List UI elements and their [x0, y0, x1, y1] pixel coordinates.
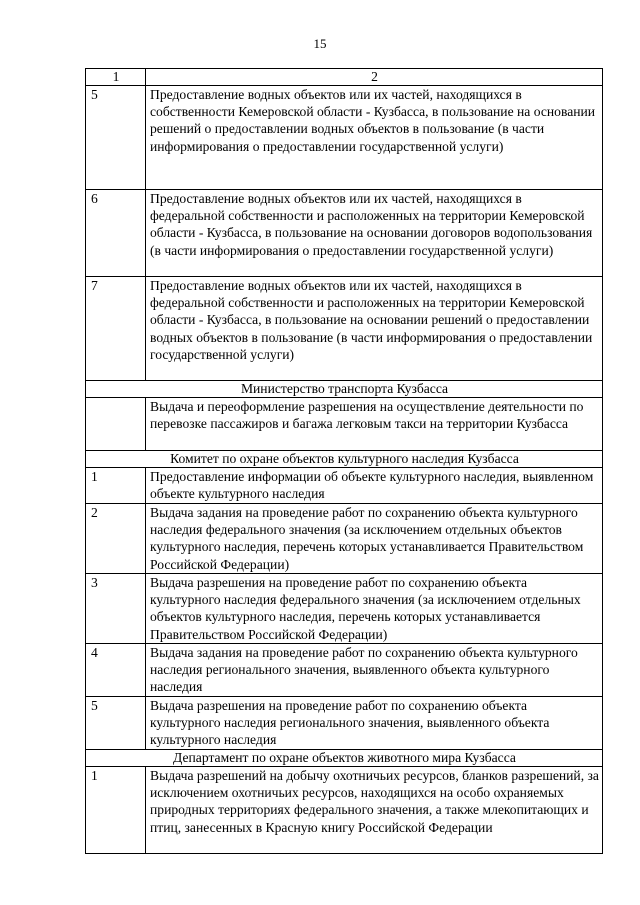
table-row	[86, 468, 603, 504]
table-row	[86, 277, 603, 381]
row-description: Выдача задания на проведение работ по сохранению объекта культурного наследия федерального значения (за исключением отдельных объектов культурного наследия, перечень которых устанавливается Правительством Российской Федерации)	[146, 504, 603, 574]
row-description: Выдача разрешения на проведение работ по сохранению объекта культурного наследия федерального значения (за исключением отдельных объектов культурного наследия, перечень которых устанавливается Правительством Российской Федерации)	[146, 574, 603, 644]
table-row	[86, 190, 603, 277]
row-description: Предоставление водных объектов или их частей, находящихся в федеральной собственности и расположенных на территории Кемеровской области - Кузбасса, в пользование на основании решений о предоставлении водных объектов в пользование (в части информирования о предоставлении государственной услуги)	[146, 277, 603, 381]
table-row	[86, 86, 603, 190]
row-description: Выдача разрешения на проведение работ по сохранению объекта культурного наследия регионального значения, выявленного объекта культурного наследия	[146, 697, 603, 750]
services-table	[85, 68, 603, 854]
table-row	[86, 697, 603, 750]
section-header-row	[86, 381, 603, 398]
table-row	[86, 398, 603, 451]
table-row	[86, 504, 603, 574]
section-title: Комитет по охране объектов культурного наследия Кузбасса	[86, 451, 603, 468]
table-header-row	[86, 69, 603, 86]
row-number: 5	[86, 86, 146, 190]
row-description: Выдача задания на проведение работ по сохранению объекта культурного наследия регионального значения, выявленного объекта культурного наследия	[146, 644, 603, 697]
table-row	[86, 574, 603, 644]
page-number: 15	[313, 36, 327, 51]
row-number: 7	[86, 277, 146, 381]
row-description: Предоставление водных объектов или их частей, находящихся в собственности Кемеровской области - Кузбасса, в пользование на основании решений о предоставлении водных объектов в пользование (в части информирования о предоставлении государственной услуги)	[146, 86, 603, 190]
row-number: 2	[86, 504, 146, 574]
row-number: 1	[86, 468, 146, 504]
row-number	[86, 398, 146, 451]
header-col-1: 1	[86, 69, 146, 86]
row-number: 6	[86, 190, 146, 277]
table-row	[86, 767, 603, 854]
header-col-2: 2	[146, 69, 603, 86]
row-number: 3	[86, 574, 146, 644]
row-number: 5	[86, 697, 146, 750]
row-number: 4	[86, 644, 146, 697]
row-description: Предоставление информации об объекте культурного наследия, выявленном объекте культурного наследия	[146, 468, 603, 504]
section-header-row	[86, 451, 603, 468]
section-title: Департамент по охране объектов животного мира Кузбасса	[86, 750, 603, 767]
row-number: 1	[86, 767, 146, 854]
row-description: Выдача и переоформление разрешения на осуществление деятельности по перевозке пассажиров и багажа легковым такси на территории Кузбасса	[146, 398, 603, 451]
row-description: Предоставление водных объектов или их частей, находящихся в федеральной собственности и расположенных на территории Кемеровской области - Кузбасса, в пользование на основании договоров водопользования (в части информирования о предоставлении государственной услуги)	[146, 190, 603, 277]
section-header-row	[86, 750, 603, 767]
row-description: Выдача разрешений на добычу охотничьих ресурсов, бланков разрешений, за исключением охотничьих ресурсов, находящихся на особо охраняемых природных территориях федерального значения, а также млекопитающих и птиц, занесенных в Красную книгу Российской Федерации	[146, 767, 603, 854]
table-row	[86, 644, 603, 697]
section-title: Министерство транспорта Кузбасса	[86, 381, 603, 398]
